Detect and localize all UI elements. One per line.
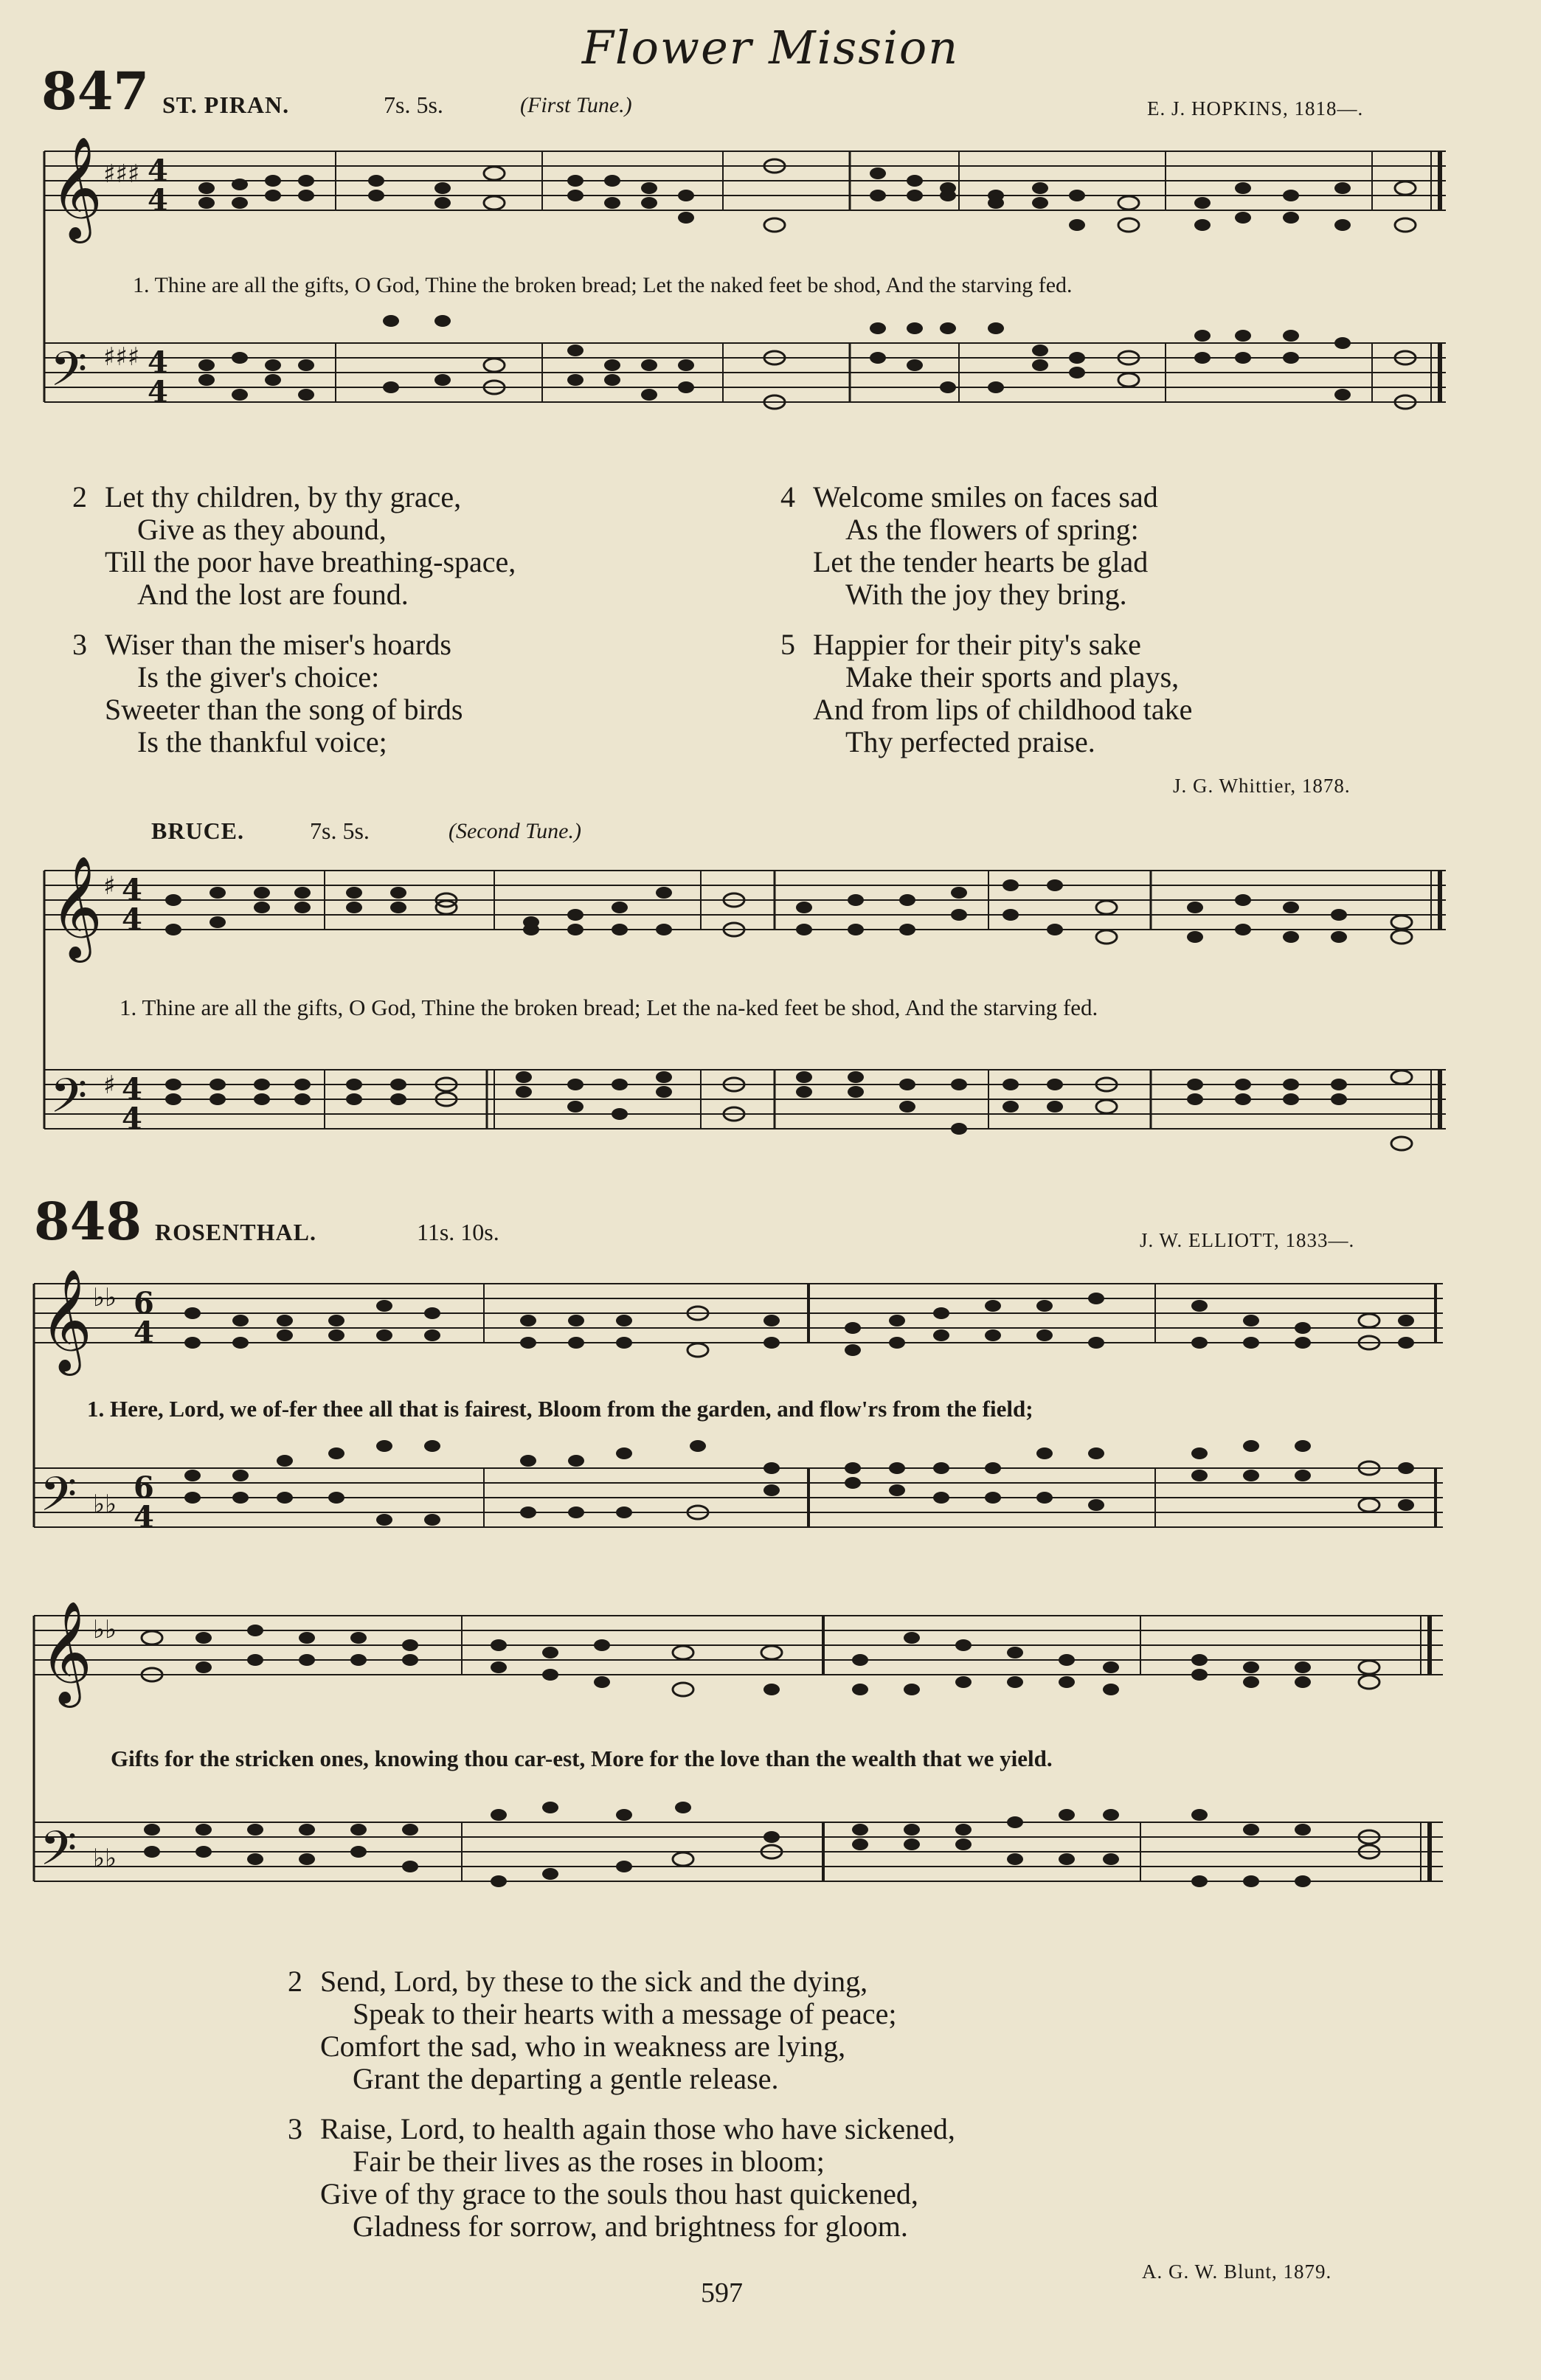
verse-3-847 <box>72 629 463 758</box>
lyric-line-rosenthal-1: 1. Here, Lord, we of-fer thee all that is fairest, Bloom from the garden, and flow'rs from the field; <box>87 1396 1033 1422</box>
svg-text:4: 4 <box>148 183 168 218</box>
verse-number: 2 <box>72 480 87 513</box>
verse-5-847 <box>780 629 1192 758</box>
svg-text:4: 4 <box>148 345 168 380</box>
verse-number: 5 <box>780 628 795 661</box>
svg-text:♯♯♯: ♯♯♯ <box>103 342 140 372</box>
notes-bass <box>144 1802 1379 1887</box>
svg-text:4: 4 <box>122 1072 142 1107</box>
svg-text:4: 4 <box>122 873 142 907</box>
verse-line: With the joy they bring. <box>845 578 1127 611</box>
verse-line: As the flowers of spring: <box>845 513 1139 546</box>
page-header-title: Flower Mission <box>581 21 960 75</box>
verse-line: Give of thy grace to the souls thou hast quickened, <box>320 2177 918 2210</box>
svg-text:♯: ♯ <box>103 871 116 901</box>
verse-line: Comfort the sad, who in weakness are lying, <box>320 2030 846 2063</box>
svg-text:𝄢: 𝄢 <box>50 342 88 409</box>
verse-line: And the lost are found. <box>137 578 409 611</box>
hymn-number-848: 848 <box>34 1191 142 1252</box>
svg-text:6: 6 <box>134 1470 154 1505</box>
bass-staff <box>44 343 1446 402</box>
verse-line: Gladness for sorrow, and brightness for gloom. <box>353 2210 908 2243</box>
svg-text:♭♭: ♭♭ <box>93 1844 117 1873</box>
composer-rosenthal: J. W. ELLIOTT, 1833—. <box>1140 1229 1355 1251</box>
verse-number: 2 <box>288 1965 302 1998</box>
svg-text:𝄞: 𝄞 <box>40 1601 92 1703</box>
lyric-line-rosenthal-2: Gifts for the stricken ones, knowing thou car-est, More for the love than the wealth that we yield. <box>111 1746 1053 1771</box>
svg-text:𝄢: 𝄢 <box>50 1069 88 1135</box>
tune-name-st-piran: ST. PIRAN. <box>162 91 290 118</box>
verse-line: Fair be their lives as the roses in bloom; <box>353 2145 825 2178</box>
composer-st-piran: E. J. HOPKINS, 1818—. <box>1147 97 1364 120</box>
verse-line: Welcome smiles on faces sad <box>813 480 1158 513</box>
verse-line: Make their sports and plays, <box>845 660 1180 693</box>
verse-line: Speak to their hearts with a message of peace; <box>353 1997 897 2030</box>
verse-line: And from lips of childhood take <box>813 693 1193 726</box>
attribution-847: J. G. Whittier, 1878. <box>1173 775 1351 797</box>
verse-line: Give as they abound, <box>137 513 387 546</box>
treble-staff <box>44 151 1446 210</box>
verse-3-848 <box>288 2113 955 2243</box>
verse-line: Is the thankful voice; <box>137 725 387 758</box>
svg-text:4: 4 <box>122 1101 142 1136</box>
bass-staff <box>34 1822 1443 1881</box>
verse-line: Grant the departing a gentle release. <box>353 2062 779 2095</box>
tune-meter-bruce: 7s. 5s. <box>310 817 370 844</box>
verse-number: 3 <box>288 2112 302 2145</box>
verse-line: Sweeter than the song of birds <box>105 693 463 726</box>
verse-2-848 <box>288 1965 897 2095</box>
verse-line: Till the poor have breathing-space, <box>105 545 516 578</box>
svg-text:♭♭: ♭♭ <box>93 1615 117 1644</box>
svg-text:♭♭: ♭♭ <box>93 1490 117 1519</box>
svg-text:6: 6 <box>134 1286 154 1321</box>
svg-text:𝄢: 𝄢 <box>40 1822 77 1888</box>
svg-text:4: 4 <box>148 153 168 188</box>
verse-line: Let the tender hearts be glad <box>813 545 1149 578</box>
notes-treble <box>184 1293 1414 1357</box>
treble-staff <box>34 1284 1443 1343</box>
svg-text:♯♯♯: ♯♯♯ <box>103 159 140 189</box>
tune-name-rosenthal: ROSENTHAL. <box>155 1219 316 1245</box>
page-number: 597 <box>701 2277 743 2308</box>
svg-text:4: 4 <box>134 1315 154 1350</box>
notes-bass <box>165 1070 1412 1150</box>
verse-line: Is the giver's choice: <box>137 660 380 693</box>
notes-bass <box>198 315 1416 409</box>
svg-text:𝄞: 𝄞 <box>40 1269 92 1371</box>
treble-staff <box>34 1616 1443 1675</box>
tune-note-first: (First Tune.) <box>520 93 632 117</box>
tune-meter-st-piran: 7s. 5s. <box>384 91 443 118</box>
verse-line: Send, Lord, by these to the sick and the dying, <box>320 1965 868 1998</box>
svg-text:♭♭: ♭♭ <box>93 1283 117 1312</box>
svg-text:𝄞: 𝄞 <box>50 856 103 958</box>
verse-line: Wiser than the miser's hoards <box>105 628 451 661</box>
verse-line: Let thy children, by thy grace, <box>105 480 462 513</box>
lyric-line-bruce: 1. Thine are all the gifts, O God, Thine the broken bread; Let the na-ked feet be shod, And the starving fed. <box>120 994 1098 1020</box>
tune-name-bruce: BRUCE. <box>151 817 245 844</box>
tune-note-second: (Second Tune.) <box>449 819 581 843</box>
verse-4-847 <box>780 481 1158 611</box>
verse-line: Happier for their pity's sake <box>813 628 1141 661</box>
svg-text:4: 4 <box>122 902 142 937</box>
hymn-number-847: 847 <box>41 60 150 122</box>
verse-line: Raise, Lord, to health again those who have sickened, <box>320 2112 955 2145</box>
verse-number: 4 <box>780 480 795 513</box>
tune-meter-rosenthal: 11s. 10s. <box>417 1219 499 1245</box>
lyric-line-st-piran: 1. Thine are all the gifts, O God, Thine the broken bread; Let the naked feet be shod, And the starving fed. <box>133 273 1073 297</box>
svg-text:𝄞: 𝄞 <box>50 136 103 239</box>
verse-number: 3 <box>72 628 87 661</box>
attribution-848: A. G. W. Blunt, 1879. <box>1142 2260 1332 2283</box>
notes-treble <box>165 879 1412 944</box>
svg-text:4: 4 <box>148 375 168 409</box>
svg-text:♯: ♯ <box>103 1070 116 1100</box>
verse-line: Thy perfected praise. <box>845 725 1095 758</box>
svg-text:4: 4 <box>134 1500 154 1535</box>
svg-text:𝄢: 𝄢 <box>40 1467 77 1534</box>
verse-2-847 <box>72 481 516 611</box>
music-system-st-piran <box>44 136 1446 454</box>
